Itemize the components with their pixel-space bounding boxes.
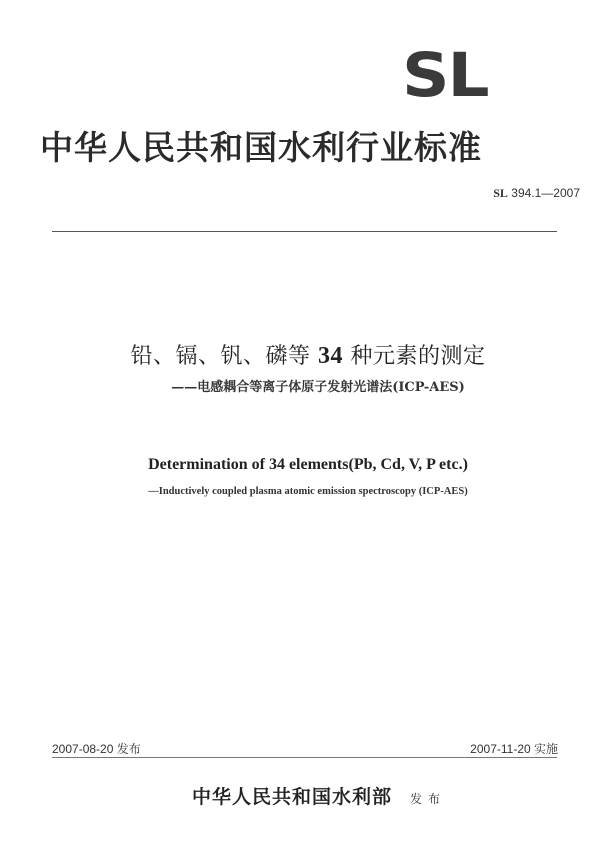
document-subtitle-cn: ——电感耦合等离子体原子发射光谱法(ICP-AES)	[171, 380, 465, 395]
standard-code: 394.1—2007	[511, 186, 580, 200]
header-divider	[52, 231, 557, 232]
effective-date: 2007-11-20 实施	[470, 742, 558, 756]
document-title-cn	[0, 339, 616, 370]
sl-logo: SL	[402, 39, 488, 111]
title-cn-part1: 铅、镉、钒、磷等	[130, 344, 311, 369]
title-cn-part2: 种元素的测定	[350, 344, 486, 369]
publisher-line	[0, 782, 616, 809]
issue-date: 2007-08-20 发布	[52, 742, 141, 756]
standard-prefix: SL	[493, 186, 508, 200]
footer-divider	[52, 757, 557, 758]
publish-action: 发布	[410, 792, 447, 806]
standard-number	[440, 186, 580, 201]
document-subtitle-en: —Inductively coupled plasma atomic emission spectroscopy (ICP-AES)	[148, 486, 468, 497]
standard-category-title: 中华人民共和国水利行业标准	[40, 128, 482, 167]
publisher-name: 中华人民共和国水利部	[191, 786, 392, 808]
document-title-en: Determination of 34 elements(Pb, Cd, V, P etc.)	[148, 456, 468, 473]
title-cn-number: 34	[318, 343, 343, 369]
